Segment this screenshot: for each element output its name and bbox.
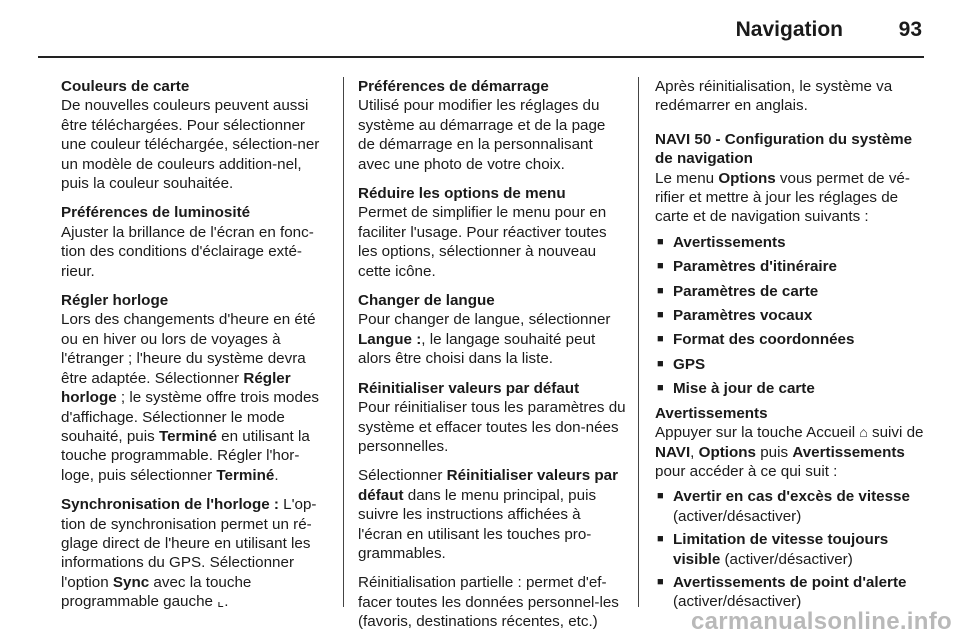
column-middle: [358, 77, 626, 642]
section-title: NAVI 50 - Configuration du système de navigation: [655, 130, 913, 168]
page-header: [0, 0, 960, 60]
section-clock: [61, 291, 326, 485]
section-language: [358, 291, 626, 369]
section-body: Appuyer sur la touche Accueil ⌂ suivi de NAVI, Options puis Avertissements pour accéder à ce qui suit :: [655, 424, 924, 480]
paragraph: Après réinitialisation, le système va redémarrer en anglais.: [655, 78, 893, 115]
page-number: 93: [898, 18, 922, 41]
home-icon: ⌂: [859, 424, 868, 441]
column-left: [61, 77, 326, 622]
column-divider: [638, 77, 639, 607]
section-title: Préférences de luminosité: [61, 204, 251, 222]
section-body: Ajuster la brillance de l'écran en fonc-tion des conditions d'éclairage exté-rieur.: [61, 223, 314, 280]
list-item: ■ Avertissements de point d'alerte (activer/désactiver): [655, 573, 927, 612]
section-brightness: [61, 203, 326, 281]
page-title: Navigation: [735, 18, 843, 41]
section-title: Changer de langue: [358, 292, 495, 310]
section-body: Lors des changements d'heure en été ou en hiver ou lors de voyages à l'étranger ; l'heure du système devra être adaptée. Sélectionner Régler horloge ; le système offre trois modes d'affichage. Sélectionner le mode souhaité, puis Terminé en utilisant la touche programmable. Régler l'hor-loge, puis sélectionner Terminé.: [61, 311, 319, 484]
section-map-colors: [61, 77, 326, 193]
options-list: [655, 233, 927, 399]
list-item: ■ Paramètres vocaux: [655, 306, 927, 325]
section-body: Permet de simplifier le menu pour en faciliter l'usage. Pour réactiver toutes les options, sélectionner à nouveau cette icône.: [358, 204, 607, 280]
section-startup: [358, 77, 626, 174]
section-title: Avertissements: [655, 404, 768, 422]
column-right: [655, 77, 927, 622]
section-body: Réinitialisation partielle : permet d'ef-facer toutes les données personnel-les (favoris, destinations récentes, etc.): [358, 574, 619, 631]
section-title: Couleurs de carte: [61, 78, 190, 95]
section-body: Le menu Options vous permet de vé-rifier et mettre à jour les réglages de carte et de navigation suivants :: [655, 169, 910, 226]
list-item: ■ Avertir en cas d'excès de vitesse (activer/désactiver): [655, 487, 927, 526]
section-reduce-menu: [358, 184, 626, 281]
column-divider: [343, 77, 344, 607]
list-item: ■ Limitation de vitesse toujours visible (activer/désactiver): [655, 530, 927, 569]
section-title: Réduire les options de menu: [358, 185, 566, 203]
list-item: ■ Paramètres d'itinéraire: [655, 257, 927, 276]
section-body: Pour réinitialiser tous les paramètres du système et effacer toutes les don-nées personnelles.: [358, 399, 626, 455]
section-body: De nouvelles couleurs peuvent aussi être téléchargées. Pour sélectionner une couleur téléchargée, sélection-ner un modèle de couleurs addition-nel, puis la couleur souhaitée.: [61, 97, 320, 193]
section-body: Synchronisation de l'horloge : L'op-tion de synchronisation permet un ré-glage direct de l'heure en utilisant les informations du GPS. Sélectionner l'option Sync avec la touche programmable gauche ⌞.: [61, 496, 317, 611]
section-warnings: [655, 404, 927, 612]
section-clock-sync: [61, 495, 326, 611]
list-item: ■ Format des coordonnées: [655, 330, 927, 349]
section-title: Réinitialiser valeurs par défaut: [358, 379, 580, 397]
list-item: ■ Avertissements: [655, 233, 927, 252]
section-body: Pour changer de langue, sélectionner Langue :, le langage souhaité peut alors être choisi dans la liste.: [358, 311, 611, 368]
list-item: ■ Paramètres de carte: [655, 282, 927, 301]
section-title: Régler horloge: [61, 292, 169, 310]
section-body: Utilisé pour modifier les réglages du système au démarrage et de la page de démarrage en la personnalisant avec une photo de votre choix.: [358, 97, 606, 173]
section-navi50-config: [655, 130, 927, 399]
section-title: Préférences de démarrage: [358, 78, 549, 95]
list-item: ■ Mise à jour de carte: [655, 379, 927, 398]
section-reset: [358, 379, 626, 632]
header-divider: [38, 56, 924, 58]
watermark: carmanualsonline.info: [690, 608, 952, 635]
list-item: ■ GPS: [655, 355, 927, 374]
warnings-list: [655, 487, 927, 611]
section-body: Sélectionner Réinitialiser valeurs par défaut dans le menu principal, puis suivre les instructions affichées à l'écran en utilisant les touches pro-grammables.: [358, 467, 619, 562]
